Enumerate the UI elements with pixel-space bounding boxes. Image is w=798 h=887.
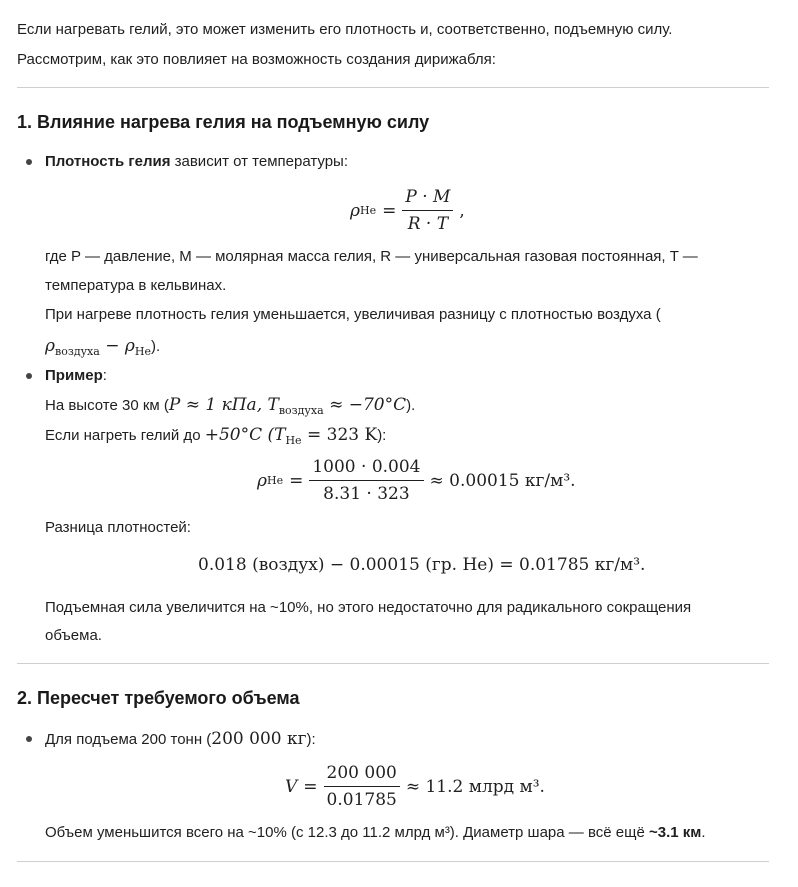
lift-pre: Для подъема 200 тонн ( — [45, 731, 212, 748]
formula-fraction — [324, 762, 400, 811]
bullet-marker — [26, 373, 32, 379]
heating-line-end: ). — [150, 338, 161, 355]
rho-air-sub: воздуха — [55, 345, 100, 358]
formula-lhs-sub: He — [267, 474, 284, 487]
altitude-math-2: ≈ −70°C — [323, 395, 407, 415]
formula-numerator: P · M — [402, 186, 453, 211]
formula-eq: = — [382, 200, 397, 221]
formula-tail: ≈ 11.2 млрд м³. — [405, 776, 545, 797]
rho-he-sub: He — [134, 345, 151, 358]
heat-sub: He — [285, 434, 302, 447]
formula-tail: ≈ 0.00015 кг/м³. — [429, 470, 576, 491]
conclusion-line-1: Подъемная сила увеличится на ~10%, но этого недостаточно для радикального сокращения — [45, 599, 692, 616]
heating-example-line — [45, 424, 386, 452]
example-density-formula — [257, 456, 576, 505]
lift-bullet — [45, 728, 316, 751]
section-1-heading: 1. Влияние нагрева гелия на подъемную силу — [17, 112, 430, 132]
lift-post: ): — [306, 731, 316, 748]
altitude-post: ). — [406, 397, 416, 414]
density-formula — [350, 186, 465, 235]
density-diff-formula: 0.018 (воздух) − 0.00015 (гр. He) = 0.01785 кг/м³. — [198, 555, 646, 575]
density-term: Плотность гелия — [45, 153, 171, 170]
section-2-heading: 2. Пересчет требуемого объема — [17, 688, 300, 708]
formula-lhs-sub: He — [360, 204, 377, 217]
intro-line-1: Если нагревать гелий, это может изменить его плотность и, соответственно, подъемную силу. — [17, 21, 673, 38]
result-bold: ~3.1 км — [648, 824, 702, 841]
formula-lhs: ρ — [350, 200, 360, 221]
formula-denominator: 0.01785 — [326, 790, 397, 810]
conclusion-line-2: объема. — [45, 627, 102, 644]
result-pre: Объем уменьшится всего на ~10% (с 12.3 до 11.2 млрд м³). Диаметр шара — всё ещё — [45, 824, 649, 841]
volume-result — [45, 822, 706, 844]
formula-denominator: 8.31 · 323 — [323, 484, 410, 504]
formula-fraction — [309, 456, 423, 505]
volume-formula — [285, 762, 545, 811]
result-post: . — [701, 824, 706, 841]
where-line-2: температура в кельвинах. — [45, 277, 227, 294]
heating-line-1: При нагреве плотность гелия уменьшается, увеличивая разницу с плотностью воздуха ( — [45, 306, 661, 323]
where-line-1: где P — давление, M — молярная масса гелия, R — универсальная газовая постоянная, T — — [45, 248, 698, 265]
heat-pre: Если нагреть гелий до — [45, 427, 205, 444]
example-colon: : — [102, 367, 107, 384]
rho-air: ρ — [45, 336, 55, 356]
heat-post: ): — [377, 427, 387, 444]
intro-line-2: Рассмотрим, как это повлияет на возможность создания дирижабля: — [17, 51, 496, 68]
altitude-sub: воздуха — [278, 404, 324, 417]
heating-line-2 — [45, 335, 160, 363]
formula-tail: , — [459, 200, 465, 221]
density-diff-label: Разница плотностей: — [45, 519, 191, 536]
altitude-line — [45, 394, 415, 422]
formula-lhs: V — [285, 776, 298, 797]
bullet-marker — [26, 736, 32, 742]
formula-numerator: 200 000 — [324, 762, 400, 787]
divider — [17, 861, 769, 862]
heat-mid: (T — [262, 425, 286, 445]
formula-eq: = — [303, 776, 318, 797]
heat-math-2: = 323 K — [301, 425, 378, 445]
formula-fraction — [402, 186, 453, 235]
density-bullet — [45, 151, 348, 173]
formula-denominator: R · T — [407, 214, 449, 234]
example-term: Пример — [45, 367, 103, 384]
rho-he: − ρ — [99, 336, 135, 356]
lift-math: 200 000 кг — [211, 729, 307, 749]
altitude-pre: На высоте 30 км ( — [45, 397, 169, 414]
heat-math: +50°C — [204, 425, 263, 445]
altitude-math: P ≈ 1 кПа, T — [168, 395, 279, 415]
divider — [17, 87, 769, 88]
formula-lhs: ρ — [257, 470, 267, 491]
example-bullet — [45, 365, 107, 387]
formula-eq: = — [289, 470, 304, 491]
density-text: зависит от температуры: — [170, 153, 348, 170]
formula-numerator: 1000 · 0.004 — [309, 456, 423, 481]
bullet-marker — [26, 159, 32, 165]
divider — [17, 663, 769, 664]
